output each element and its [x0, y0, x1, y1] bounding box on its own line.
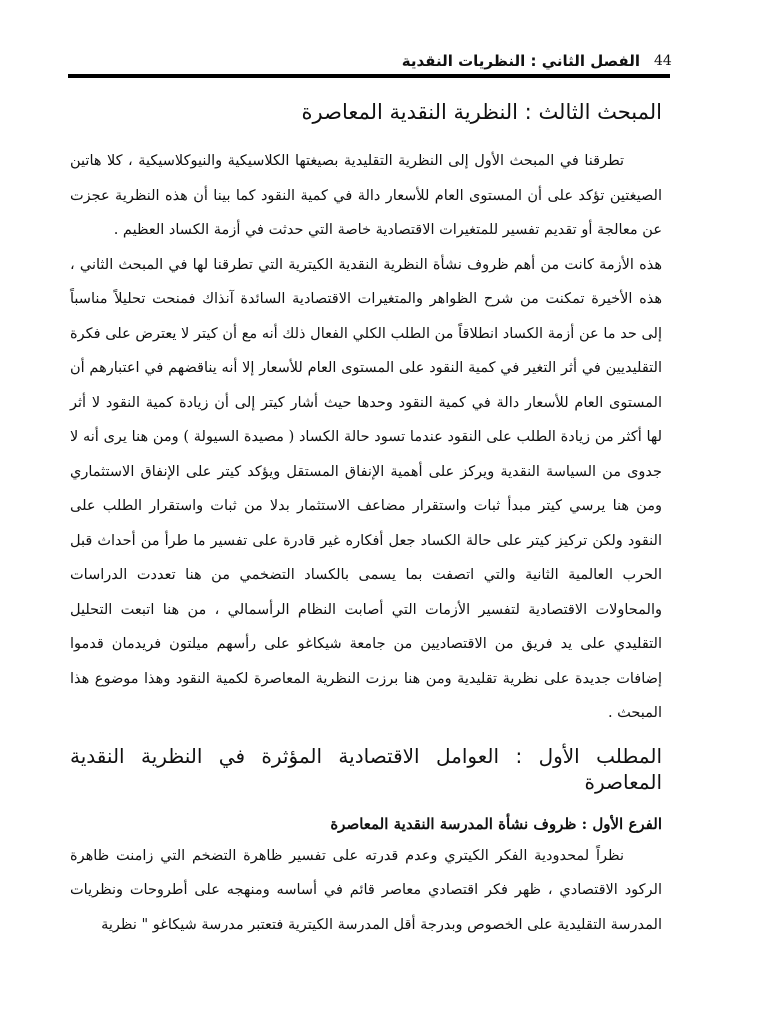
running-title: الفصل الثاني : النظريات النقدية — [401, 52, 640, 70]
page-header — [68, 50, 672, 76]
page-number: 44 — [654, 53, 672, 69]
branch-title: الفرع الأول : ظروف نشأة المدرسة النقدية المعاصرة — [330, 814, 662, 833]
subsection-title: المطلب الأول : العوامل الاقتصادية المؤثرة في النظرية النقدية المعاصرة — [70, 743, 662, 794]
paragraph-final: نظراً لمحدودية الفكر الكيتري وعدم قدرته على تفسير ظاهرة التضخم التي زامنت ظاهرة الركود الاقتصادي ، ظهر فكر اقتصادي معاصر قائم في أساسه ومنهجه على أطروحات ونظريات المدرسة التقليدية على الخصوص وبدرجة أقل المدرسة الكيترية فتعتبر مدرسة شيكاغو " نظرية — [70, 847, 662, 933]
page-content — [70, 98, 662, 942]
paragraph-body: هذه الأزمة كانت من أهم ظروف نشأة النظرية النقدية الكيترية التي تطرقنا لها في المبحث الثاني ، هذه الأخيرة تمكنت من شرح الظواهر والمتغيرات الاقتصادية السائدة آنذاك فمنحت تحليلاً مناسباً إلى حد ما عن أزمة الكساد انطلاقاً من الطلب الكلي الفعال ذلك أنه مع أن كيتر لا يعترض على فكرة التقليديين في أثر التغير في كمية النقود على المستوى العام للأسعار إلا أنه يناقضهم في اعتبارهم أن المستوى العام للأسعار دالة في كمية النقود وحدها حيث أشار كيتر إلى أن زيادة كمية النقود لا أثر لها أكثر من زيادة الطلب على النقود عندما تسود حالة الكساد ( مصيدة السيولة ) ومن هنا يرى أنه لا جدوى من السياسة النقدية ويركز على أهمية الإنفاق المستقل ويؤكد كيتر على الإنفاق الاستثماري ومن هنا يرسي كيتر مبدأ ثبات واستقرار مضاعف الاستثمار بدلا من ثبات واستقرار الطلب على النقود ولكن تركيز كيتر على حالة الكساد جعل أفكاره غير قادرة على تفسير ما طرأ من أحداث قبل الحرب العالمية الثانية والتي اتصفت بما يسمى بالكساد التضخمي من هنا تعددت الدراسات والمحاولات الاقتصادية لتفسير الأزمات التي أصابت النظام الرأسمالي ، من هنا اتبعت التحليل التقليدي على يد فريق من الاقتصاديين من جامعة شيكاغو على رأسهم ميلتون فريدمان قدموا إضافات جديدة على نظرية تقليدية ومن هنا برزت النظرية المعاصرة لكمية النقود وهذا موضوع هذا المبحث . — [70, 256, 662, 721]
paragraph-intro: تطرقنا في المبحث الأول إلى النظرية التقليدية بصيغتها الكلاسيكية والنيوكلاسيكية ، كلا هاتين الصيغتين تؤكد على أن المستوى العام للأسعار دالة في كمية النقود كما بينا أن هذه النظرية عجزت عن معالجة أو تقديم تفسير للمتغيرات الاقتصادية خاصة التي حدثت في أزمة الكساد العظيم . — [70, 153, 662, 238]
header-rule — [68, 74, 670, 78]
section-title: المبحث الثالث : النظرية النقدية المعاصرة — [301, 100, 662, 124]
